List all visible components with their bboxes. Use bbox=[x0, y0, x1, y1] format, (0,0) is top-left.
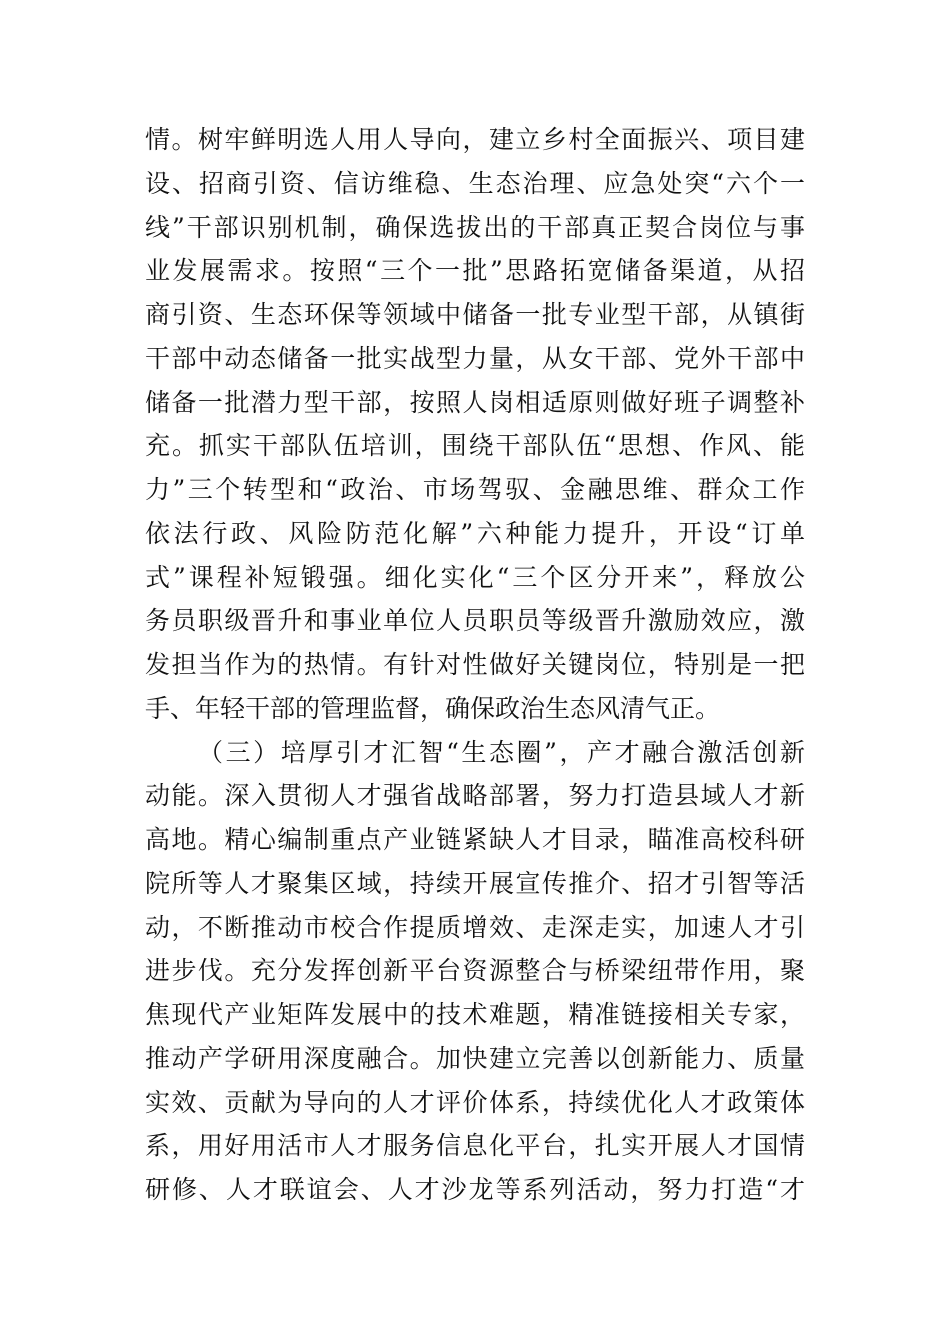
text-line: 业发展需求。按照“三个一批”思路拓宽储备渠道，从招 bbox=[145, 256, 805, 286]
text-line: 实效、贡献为导向的人才评价体系，持续优化人才政策体 bbox=[145, 1087, 805, 1117]
text-line: 高地。精心编制重点产业链紧缺人才目录，瞄准高校科研 bbox=[145, 825, 805, 854]
text-line: 干部中动态储备一批实战型力量，从女干部、党外干部中 bbox=[145, 343, 805, 373]
text-line: 储备一批潜力型干部，按照人岗相适原则做好班子调整补 bbox=[145, 387, 805, 417]
text-line: 进步伐。充分发挥创新平台资源整合与桥梁纽带作用，聚 bbox=[145, 956, 805, 986]
text-line: 动能。深入贯彻人才强省战略部署，努力打造县域人才新 bbox=[145, 781, 805, 811]
paragraph-cadre-management bbox=[145, 118, 805, 731]
text-line: 情。树牢鲜明选人用人导向，建立乡村全面振兴、项目建 bbox=[145, 125, 805, 154]
text-line: 务员职级晋升和事业单位人员职员等级晋升激励效应，激 bbox=[145, 606, 805, 636]
text-line: 依法行政、风险防范化解”六种能力提升，开设“订单 bbox=[145, 518, 805, 548]
text-line: 发担当作为的热情。有针对性做好关键岗位，特别是一把 bbox=[145, 650, 805, 679]
section-heading-line: （三）培厚引才汇智“生态圈”，产才融合激活创新 bbox=[198, 737, 805, 767]
text-line: 商引资、生态环保等领域中储备一批专业型干部，从镇街 bbox=[145, 300, 805, 329]
text-line: 充。抓实干部队伍培训，围绕干部队伍“思想、作风、能 bbox=[145, 431, 805, 461]
text-line: 系，用好用活市人才服务信息化平台，扎实开展人才国情 bbox=[145, 1131, 805, 1161]
text-line: 焦现代产业矩阵发展中的技术难题，精准链接相关专家， bbox=[145, 1000, 805, 1029]
text-line: 研修、人才联谊会、人才沙龙等系列活动，努力打造“才 bbox=[145, 1175, 805, 1204]
text-line: 院所等人才聚集区域，持续开展宣传推介、招才引智等活 bbox=[145, 868, 805, 898]
document-page bbox=[145, 118, 805, 1212]
text-line: 推动产学研用深度融合。加快建立完善以创新能力、质量 bbox=[145, 1043, 805, 1073]
text-line: 设、招商引资、信访维稳、生态治理、应急处突“六个一 bbox=[145, 168, 805, 198]
text-line: 线”干部识别机制，确保选拔出的干部真正契合岗位与事 bbox=[145, 212, 805, 242]
text-line: 手、年轻干部的管理监督，确保政治生态风清气正。 bbox=[145, 693, 721, 723]
paragraph-talent-ecosystem bbox=[145, 731, 805, 1212]
text-line: 式”课程补短锻强。细化实化“三个区分开来”，释放公 bbox=[145, 562, 805, 592]
text-line: 动，不断推动市校合作提质增效、走深走实，加速人才引 bbox=[145, 912, 805, 942]
text-line: 力”三个转型和“政治、市场驾驭、金融思维、群众工作 bbox=[145, 475, 805, 504]
